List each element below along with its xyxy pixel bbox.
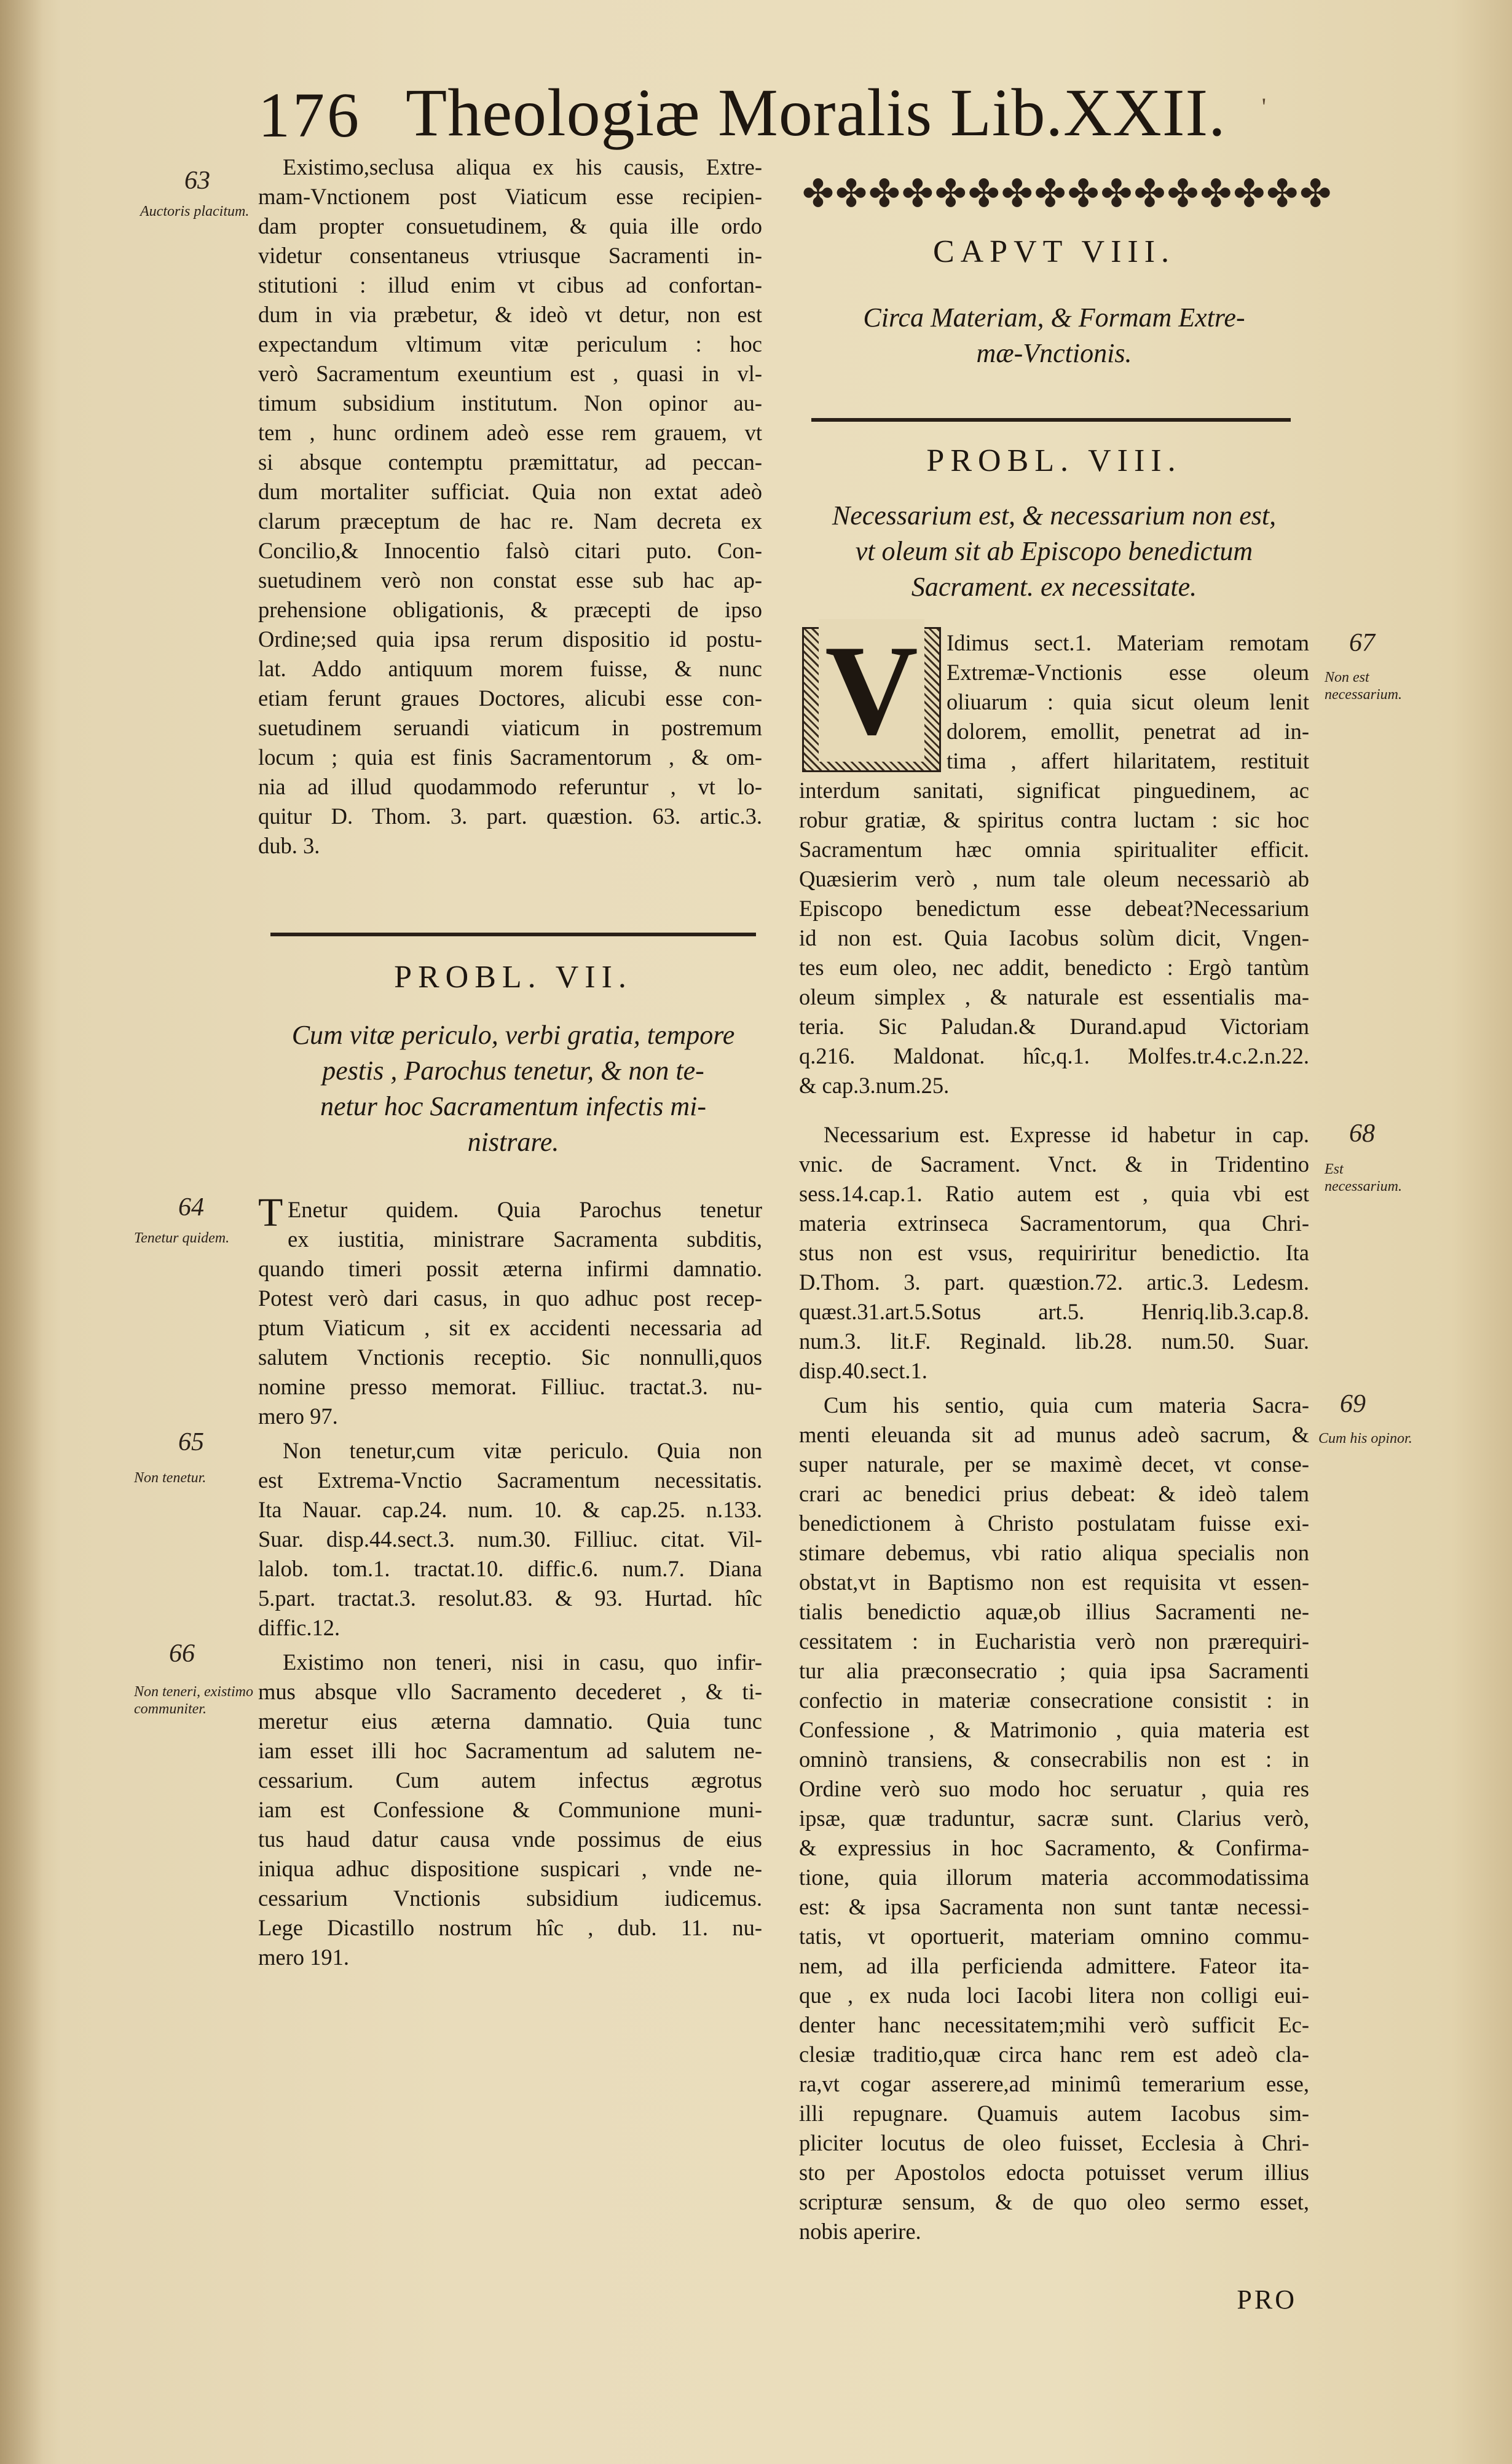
section-rule-right bbox=[811, 418, 1291, 422]
text-line: 5.part. tractat.3. resolut.83. & 93. Hurtad. hîc bbox=[258, 1585, 762, 1611]
text-line: sess.14.cap.1. Ratio autem est , quia vbi est bbox=[799, 1181, 1309, 1206]
paragraph-68 bbox=[799, 1120, 1309, 1386]
paragraph-67-opening-text bbox=[947, 628, 1309, 776]
paragraph-65-text bbox=[258, 1436, 762, 1643]
text-line: disp.40.sect.1. bbox=[799, 1358, 927, 1383]
text-line: confectio in materiæ consecratione consistit : in bbox=[799, 1688, 1309, 1713]
margin-note-64: Tenetur quidem. bbox=[134, 1230, 230, 1246]
title-line: Sacrament. ex necessitate. bbox=[911, 572, 1197, 602]
text-line: illi repugnare. Quamuis autem Iacobus sim- bbox=[799, 2101, 1309, 2126]
text-line: tione, quia illorum materia accommodatissima bbox=[799, 1865, 1309, 1890]
paragraph-68-text bbox=[799, 1120, 1309, 1386]
text-line: Necessarium est. Expresse id habetur in cap. bbox=[824, 1122, 1309, 1147]
running-title: Theologiæ Moralis Lib.XXII. bbox=[406, 75, 1226, 150]
text-line: obstat,vt in Baptismo non est requisita vt essen- bbox=[799, 1570, 1309, 1595]
text-line: Potest verò dari casus, in quo adhuc post recep- bbox=[258, 1285, 762, 1311]
title-line: nistrare. bbox=[467, 1127, 559, 1157]
text-line: interdum sanitati, significat pinguedinem, ac bbox=[799, 778, 1309, 803]
text-line: verò Sacramentum exeuntium est , quasi in vl- bbox=[258, 361, 762, 386]
text-line: Concilio,& Innocentio falsò citari puto. Con- bbox=[258, 538, 762, 563]
text-line: Non tenetur,cum vitæ periculo. Quia non bbox=[283, 1438, 762, 1463]
drop-cap-letter: V bbox=[819, 619, 924, 762]
paragraph-67-text bbox=[799, 776, 1309, 1100]
paragraph-67 bbox=[799, 776, 1309, 1100]
paragraph-66-text bbox=[258, 1648, 762, 1972]
probl-8-label: PROBL. VIII. bbox=[926, 443, 1182, 478]
text-line: super naturale, per se maximè decet, vt conse- bbox=[799, 1451, 1309, 1477]
probl-7-title bbox=[264, 1017, 762, 1160]
drop-cap-initial bbox=[802, 619, 941, 772]
text-line: quitur D. Thom. 3. part. quæstion. 63. artic.3. bbox=[258, 804, 762, 829]
paragraph-65 bbox=[258, 1436, 762, 1643]
margin-note-68: Est necessarium. bbox=[1325, 1161, 1402, 1194]
text-line: diffic.12. bbox=[258, 1615, 341, 1640]
running-head-mark: ' bbox=[1261, 93, 1266, 120]
text-line: tialis benedictio aquæ,ob illius Sacramenti ne- bbox=[799, 1599, 1309, 1624]
text-line: Ordine;sed quia ipsa rerum dispositio id postu- bbox=[258, 626, 762, 652]
margin-note-63: Auctoris placitum. bbox=[140, 203, 250, 219]
text-line: etiam ferunt graues Doctores, alicubi esse con- bbox=[258, 685, 762, 711]
text-line: mam-Vnctionem post Viaticum esse recipien- bbox=[258, 184, 762, 209]
text-line: Cum his sentio, quia cum materia Sacra- bbox=[824, 1392, 1309, 1418]
margin-note-65: Non tenetur. bbox=[134, 1470, 207, 1486]
text-line: stus non est vsus, requiriritur benedictio. Ita bbox=[799, 1240, 1309, 1265]
text-line: meretur eius æterna damnatio. Quia tunc bbox=[258, 1708, 762, 1734]
text-line: lat. Addo antiquum morem fuisse, & nunc bbox=[258, 656, 762, 681]
text-line: Extremæ-Vnctionis esse oleum bbox=[947, 660, 1309, 685]
title-line: mæ-Vnctionis. bbox=[976, 338, 1132, 368]
text-line: prehensione obligationis, & præcepti de ipso bbox=[258, 597, 762, 622]
text-line: nobis aperire. bbox=[799, 2219, 921, 2244]
text-line: tur alia præconsecratio ; quia ipsa Sacramenti bbox=[799, 1658, 1309, 1683]
text-line: num.3. lit.F. Reginald. lib.28. num.50. Suar. bbox=[799, 1329, 1309, 1354]
title-line: vt oleum sit ab Episcopo benedictum bbox=[855, 536, 1253, 566]
text-line: & expressius in hoc Sacramento, & Confirma- bbox=[799, 1835, 1309, 1860]
text-line: Lege Dicastillo nostrum hîc , dub. 11. nu- bbox=[258, 1915, 762, 1940]
text-line: mus absque vllo Sacramento decederet , & ti- bbox=[258, 1679, 762, 1704]
text-line: si absque contemptu præmittatur, ad peccan- bbox=[258, 449, 762, 475]
text-line: que , ex nuda loci Iacobi litera non colligi eui- bbox=[799, 1983, 1309, 2008]
text-line: q.216. Maldonat. hîc,q.1. Molfes.tr.4.c.2.n.22. bbox=[799, 1043, 1309, 1068]
text-line: suetudinem verò non constat esse sub hac ap- bbox=[258, 567, 762, 593]
text-line: Quæsierim verò , num tale oleum necessariò ab bbox=[799, 866, 1309, 891]
text-line: salutem Vnctionis receptio. Sic nonnulli,quos bbox=[258, 1345, 762, 1370]
text-line: dum in via præbetur, & ideò vt detur, non est bbox=[258, 302, 762, 327]
text-line: Ita Nauar. cap.24. num. 10. & cap.25. n.133. bbox=[258, 1497, 762, 1522]
paragraph-69 bbox=[799, 1391, 1309, 2246]
text-line: quando timeri possit æterna infirmi damnatio. bbox=[258, 1256, 762, 1281]
margin-note-69: Cum his opinor. bbox=[1318, 1431, 1412, 1447]
text-line: ipsæ, quæ traduntur, sacræ sunt. Clarius verò, bbox=[799, 1806, 1309, 1831]
text-line: scripturæ sensum, & de quo oleo sermo esset, bbox=[799, 2189, 1309, 2214]
text-line: lalob. tom.1. tractat.10. diffic.6. num.7. Diana bbox=[258, 1556, 762, 1581]
title-line: Cum vitæ periculo, verbi gratia, tempore bbox=[291, 1020, 735, 1050]
text-line: denter hanc necessitatem;mihi verò sufficit Ec- bbox=[799, 2012, 1309, 2037]
text-line: teria. Sic Paludan.& Durand.apud Victoriam bbox=[799, 1014, 1309, 1039]
catchword: PRO bbox=[1237, 2284, 1297, 2315]
paragraph-64-text bbox=[258, 1190, 762, 1431]
title-line: netur hoc Sacramentum infectis mi- bbox=[320, 1091, 707, 1121]
text-line: Episcopo benedictum esse debeat?Necessarium bbox=[799, 896, 1309, 921]
section-rule-left bbox=[270, 933, 756, 936]
text-line: nem, ad illa perficienda admittere. Fateor ita- bbox=[799, 1953, 1309, 1978]
title-line: Necessarium est, & necessarium non est, bbox=[832, 500, 1277, 531]
initial-letter: T bbox=[258, 1190, 283, 1235]
text-line: D.Thom. 3. part. quæstion.72. artic.3. Ledesm. bbox=[799, 1270, 1309, 1295]
paragraph-63 bbox=[258, 152, 762, 861]
text-line: robur gratiæ, & spiritus contra luctam : sic hoc bbox=[799, 807, 1309, 832]
text-line: vnic. de Sacrament. Vnct. & in Tridentino bbox=[799, 1151, 1309, 1177]
text-line: dam propter consuetudinem, & quia ille ordo bbox=[258, 213, 762, 239]
text-line: est Extrema-Vnctio Sacramentum necessitatis. bbox=[258, 1467, 762, 1493]
text-line: Existimo non teneri, nisi in casu, quo infir- bbox=[283, 1649, 762, 1675]
text-line: iniqua adhuc dispositione suspicari , vnde ne- bbox=[258, 1856, 762, 1881]
text-line: dolorem, emollit, penetrat ad in- bbox=[947, 719, 1309, 744]
text-line: expectandum vltimum vitæ periculum : hoc bbox=[258, 331, 762, 357]
text-line: cessitatem : in Eucharistia verò non prærequiri- bbox=[799, 1629, 1309, 1654]
text-line: est: & ipsa Sacramenta non sunt tantæ necessi- bbox=[799, 1894, 1309, 1919]
margin-note-67: Non est necessarium. bbox=[1325, 669, 1402, 703]
text-line: tima , affert hilaritatem, restituit bbox=[947, 748, 1309, 773]
margin-number-67: 67 bbox=[1349, 629, 1375, 657]
margin-number-63: 63 bbox=[184, 167, 210, 195]
text-line: clarum præceptum de hac re. Nam decreta ex bbox=[258, 508, 762, 534]
text-line: stitutioni : illud enim vt cibus ad confortan- bbox=[258, 272, 762, 298]
margin-number-69: 69 bbox=[1340, 1390, 1366, 1418]
text-line: menti eleuanda sit ad munus adeò sacrum, & bbox=[799, 1422, 1309, 1447]
paragraph-69-text bbox=[799, 1391, 1309, 2246]
text-line: iam est Confessione & Communione muni- bbox=[258, 1797, 762, 1822]
margin-number-66: 66 bbox=[169, 1640, 195, 1668]
text-line: suetudinem seruandi viaticum in postremum bbox=[258, 715, 762, 740]
text-line: tem , hunc ordinem adeò esse rem grauem, vt bbox=[258, 420, 762, 445]
text-line: videtur consentaneus vtriusque Sacramenti in- bbox=[258, 243, 762, 268]
text-line: clesiæ traditio,quæ circa hanc rem est adeò cla- bbox=[799, 2042, 1309, 2067]
text-line: materia extrinseca Sacramentorum, qua Chri- bbox=[799, 1210, 1309, 1236]
text-line: & cap.3.num.25. bbox=[799, 1073, 950, 1098]
running-head bbox=[246, 68, 1266, 151]
text-line: crari ac benedici prius debeat: & ideò talem bbox=[799, 1481, 1309, 1506]
text-line: ex iustitia, ministrare Sacramenta subditis, bbox=[288, 1226, 762, 1252]
margin-number-65: 65 bbox=[178, 1428, 204, 1456]
text-line: oleum simplex , & naturale est essentialis ma- bbox=[799, 984, 1309, 1009]
page-number: 176 bbox=[258, 80, 361, 151]
text-line: Confessione , & Matrimonio , quia materia est bbox=[799, 1717, 1309, 1742]
text-line: omninò transiens, & consecrabilis non est : in bbox=[799, 1747, 1309, 1772]
text-line: Sacramentum hæc omnia spiritualiter efficit. bbox=[799, 837, 1309, 862]
paragraph-63-text bbox=[258, 152, 762, 861]
ornament-band: ✤✤✤✤✤✤✤✤✤✤✤✤✤✤✤✤ bbox=[802, 173, 1333, 215]
text-line: Ordine verò suo modo hoc seruatur , quia res bbox=[799, 1776, 1309, 1801]
caput-heading: CAPVT VIII. bbox=[932, 234, 1176, 269]
probl-7-label: PROBL. VII. bbox=[394, 960, 632, 995]
text-line: dub. 3. bbox=[258, 833, 320, 858]
margin-note-66: Non teneri, existimo communiter. bbox=[134, 1684, 253, 1717]
title-line: Circa Materiam, & Formam Extre- bbox=[863, 302, 1245, 333]
text-line: ptum Viaticum , sit ex accidenti necessaria ad bbox=[258, 1315, 762, 1340]
text-line: cessarium Vnctionis subsidium iudicemus. bbox=[258, 1886, 762, 1911]
text-line: stimare debemus, vbi ratio aliqua specialis non bbox=[799, 1540, 1309, 1565]
text-line: ra,vt cogar asserere,ad minimû temerarium esse, bbox=[799, 2071, 1309, 2096]
caput-title bbox=[793, 300, 1315, 371]
text-line: mero 191. bbox=[258, 1945, 349, 1970]
paragraph-64 bbox=[258, 1190, 762, 1431]
text-line: iam esset illi hoc Sacramentum ad salutem ne- bbox=[258, 1738, 762, 1763]
text-line: benedictionem à Christo postulatam fuisse exi- bbox=[799, 1510, 1309, 1536]
text-line: tes eum oleo, nec addit, benedicto : Ergò tantùm bbox=[799, 955, 1309, 980]
text-line: tatis, vt oportuerit, materiam omnino commu- bbox=[799, 1924, 1309, 1949]
text-line: mero 97. bbox=[258, 1404, 338, 1429]
text-line: nia ad illud quodammodo referuntur , vt lo- bbox=[258, 774, 762, 799]
text-line: nomine presso memorat. Filliuc. tractat.3. nu- bbox=[258, 1374, 762, 1399]
text-line: dum mortaliter sufficiat. Quia non extat adeò bbox=[258, 479, 762, 504]
text-line: tus haud datur causa vnde possimus de eius bbox=[258, 1826, 762, 1852]
title-line: pestis , Parochus tenetur, & non te- bbox=[322, 1056, 704, 1086]
paragraph-66 bbox=[258, 1648, 762, 1972]
text-line: pliciter locutus de oleo fuisset, Ecclesia à Chri- bbox=[799, 2130, 1309, 2155]
page-gutter-shadow bbox=[0, 0, 43, 2464]
text-line: cessarium. Cum autem infectus ægrotus bbox=[258, 1767, 762, 1793]
text-line: Existimo,seclusa aliqua ex his causis, Extre- bbox=[283, 154, 762, 180]
text-line: timum subsidium institutum. Non opinor au- bbox=[258, 390, 762, 416]
text-line: Idimus sect.1. Materiam remotam bbox=[947, 630, 1309, 655]
text-line: quæst.31.art.5.Sotus art.5. Henriq.lib.3.cap.8. bbox=[799, 1299, 1309, 1324]
probl-8-title bbox=[793, 498, 1315, 605]
text-line: sto per Apostolos edocta potuisset verum illius bbox=[799, 2160, 1309, 2185]
text-line: Enetur quidem. Quia Parochus tenetur bbox=[288, 1197, 762, 1222]
text-line: Suar. disp.44.sect.3. num.30. Filliuc. citat. Vil- bbox=[258, 1526, 762, 1552]
text-line: locum ; quia est finis Sacramentorum , & om- bbox=[258, 744, 762, 770]
margin-number-68: 68 bbox=[1349, 1119, 1375, 1148]
margin-number-64: 64 bbox=[178, 1193, 204, 1222]
text-line: id non est. Quia Iacobus solùm dicit, Vngen- bbox=[799, 925, 1309, 950]
text-line: oliuarum : quia sicut oleum lenit bbox=[947, 689, 1309, 714]
paragraph-67-opening bbox=[947, 628, 1309, 776]
